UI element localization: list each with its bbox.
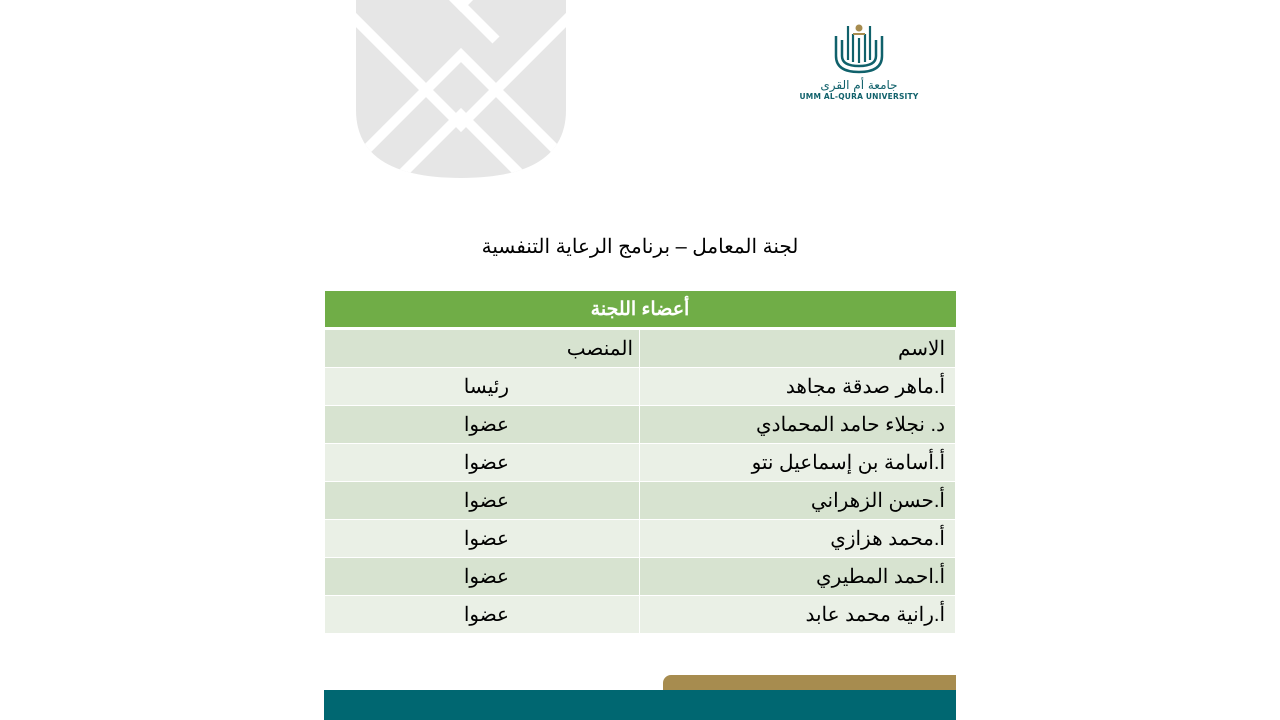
member-name: أ.حسن الزهراني xyxy=(640,482,956,520)
member-name: أ.محمد هزازي xyxy=(640,520,956,558)
footer-teal-bar xyxy=(324,690,956,720)
member-role: عضوا xyxy=(325,482,640,520)
member-role: عضوا xyxy=(325,444,640,482)
member-role: عضوا xyxy=(325,406,640,444)
member-role: عضوا xyxy=(325,596,640,634)
member-name: أ.ماهر صدقة مجاهد xyxy=(640,368,956,406)
table-row xyxy=(325,482,956,520)
committee-table xyxy=(324,291,956,634)
column-header-row xyxy=(325,329,956,368)
member-name: أ.رانية محمد عابد xyxy=(640,596,956,634)
table-caption: أعضاء اللجنة xyxy=(325,291,956,329)
column-header-name: الاسم xyxy=(640,329,956,368)
table-row xyxy=(325,596,956,634)
column-header-role: المنصب xyxy=(325,329,640,368)
decorative-pattern xyxy=(356,0,566,178)
table-row xyxy=(325,558,956,596)
member-role: عضوا xyxy=(325,520,640,558)
logo-arabic-text: جامعة أم القرى xyxy=(820,78,898,92)
table-row xyxy=(325,520,956,558)
table-row xyxy=(325,368,956,406)
member-name: أ.أسامة بن إسماعيل نتو xyxy=(640,444,956,482)
page-title: لجنة المعامل – برنامج الرعاية التنفسية xyxy=(481,236,799,258)
member-role: عضوا xyxy=(325,558,640,596)
member-name: د. نجلاء حامد المحمادي xyxy=(640,406,956,444)
member-role: رئيسا xyxy=(325,368,640,406)
logo-english-text: UMM AL-QURA UNIVERSITY xyxy=(799,92,919,101)
table-row xyxy=(325,406,956,444)
member-name: أ.احمد المطيري xyxy=(640,558,956,596)
university-logo xyxy=(796,14,922,104)
table-row xyxy=(325,444,956,482)
logo-emblem-icon xyxy=(796,14,922,76)
